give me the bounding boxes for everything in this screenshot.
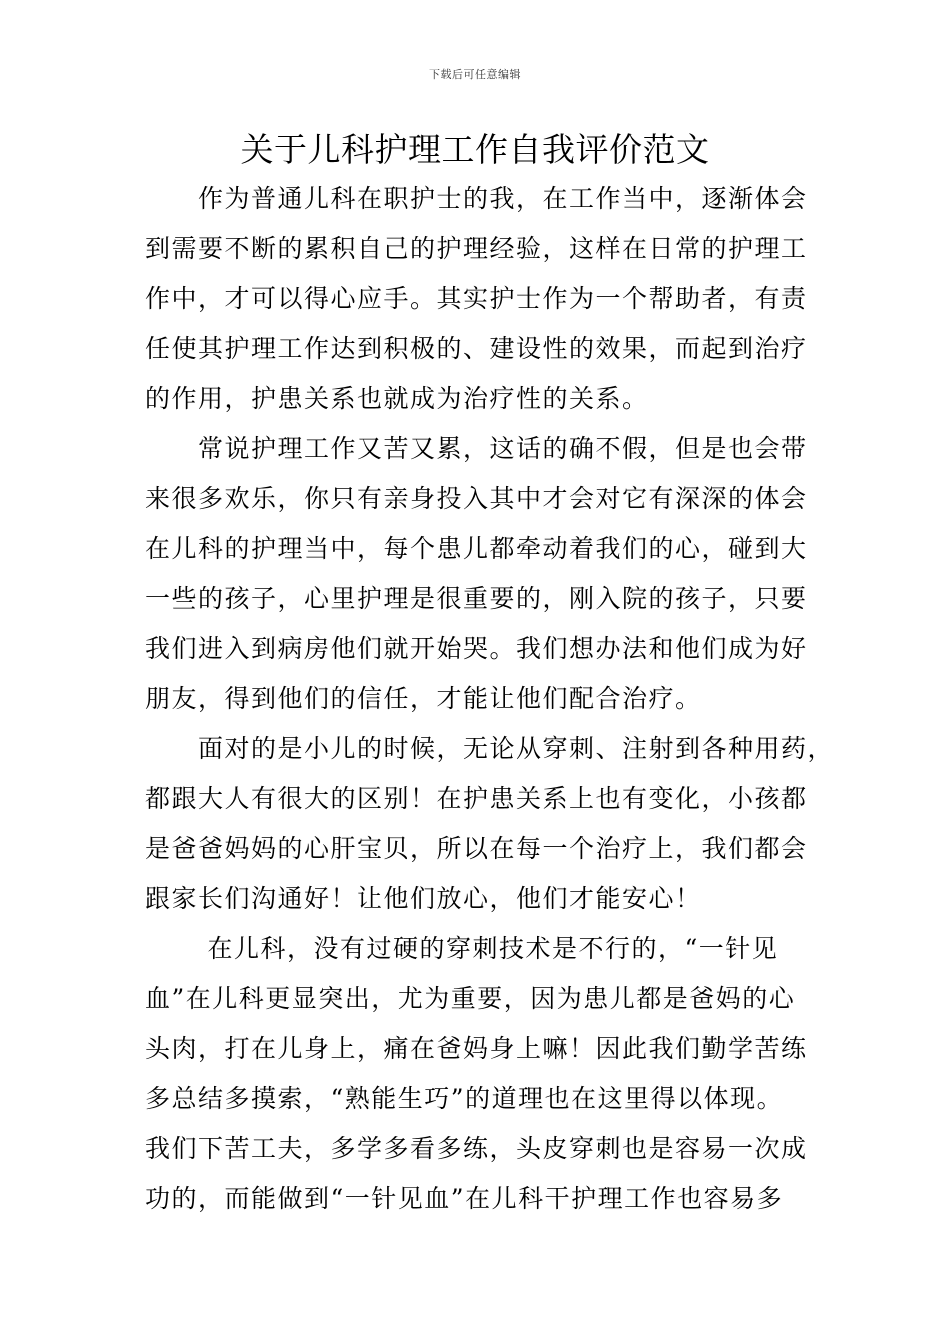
body-line: 头肉，打在儿身上，痛在爸妈身上嘛！因此我们勤学苦练 — [145, 1034, 808, 1063]
body-line: 的作用，护患关系也就成为治疗性的关系。 — [145, 384, 649, 413]
body-line: 来很多欢乐，你只有亲身投入其中才会对它有深深的体会 — [145, 484, 808, 513]
body-line: 到需要不断的累积自己的护理经验，这样在日常的护理工 — [145, 234, 808, 263]
body-line: 我们进入到病房他们就开始哭。我们想办法和他们成为好 — [145, 634, 808, 663]
body-line: 面对的是小儿的时候，无论从穿刺、注射到各种用药， — [145, 734, 835, 763]
body-line: 常说护理工作又苦又累，这话的确不假，但是也会带 — [145, 434, 808, 463]
document-title: 关于儿科护理工作自我评价范文 — [240, 130, 710, 169]
body-line: 功的，而能做到“一针见血”在儿科干护理工作也容易多 — [145, 1184, 784, 1213]
body-line: 跟家长们沟通好！让他们放心，他们才能安心！ — [145, 884, 702, 913]
document-body — [145, 174, 835, 1224]
body-line: 是爸爸妈妈的心肝宝贝，所以在每一个治疗上，我们都会 — [145, 834, 808, 863]
body-line: 在儿科，没有过硬的穿刺技术是不行的，“一针见 — [145, 934, 779, 963]
body-line: 多总结多摸索，“熟能生巧”的道理也在这里得以体现。 — [145, 1084, 784, 1113]
body-line: 在儿科的护理当中，每个患儿都牵动着我们的心，碰到大 — [145, 534, 808, 563]
header-note: 下载后可任意编辑 — [429, 68, 521, 81]
body-line: 朋友，得到他们的信任，才能让他们配合治疗。 — [145, 684, 702, 713]
body-line: 任使其护理工作达到积极的、建设性的效果，而起到治疗 — [145, 334, 808, 363]
body-line: 作为普通儿科在职护士的我，在工作当中，逐渐体会 — [145, 184, 808, 213]
body-line: 一些的孩子，心里护理是很重要的，刚入院的孩子，只要 — [145, 584, 808, 613]
body-line: 作中，才可以得心应手。其实护士作为一个帮助者，有责 — [145, 284, 808, 313]
body-line: 都跟大人有很大的区别！在护患关系上也有变化，小孩都 — [145, 784, 808, 813]
body-line: 血”在儿科更显突出，尤为重要，因为患儿都是爸妈的心 — [145, 984, 796, 1013]
body-line: 我们下苦工夫，多学多看多练，头皮穿刺也是容易一次成 — [145, 1134, 808, 1163]
